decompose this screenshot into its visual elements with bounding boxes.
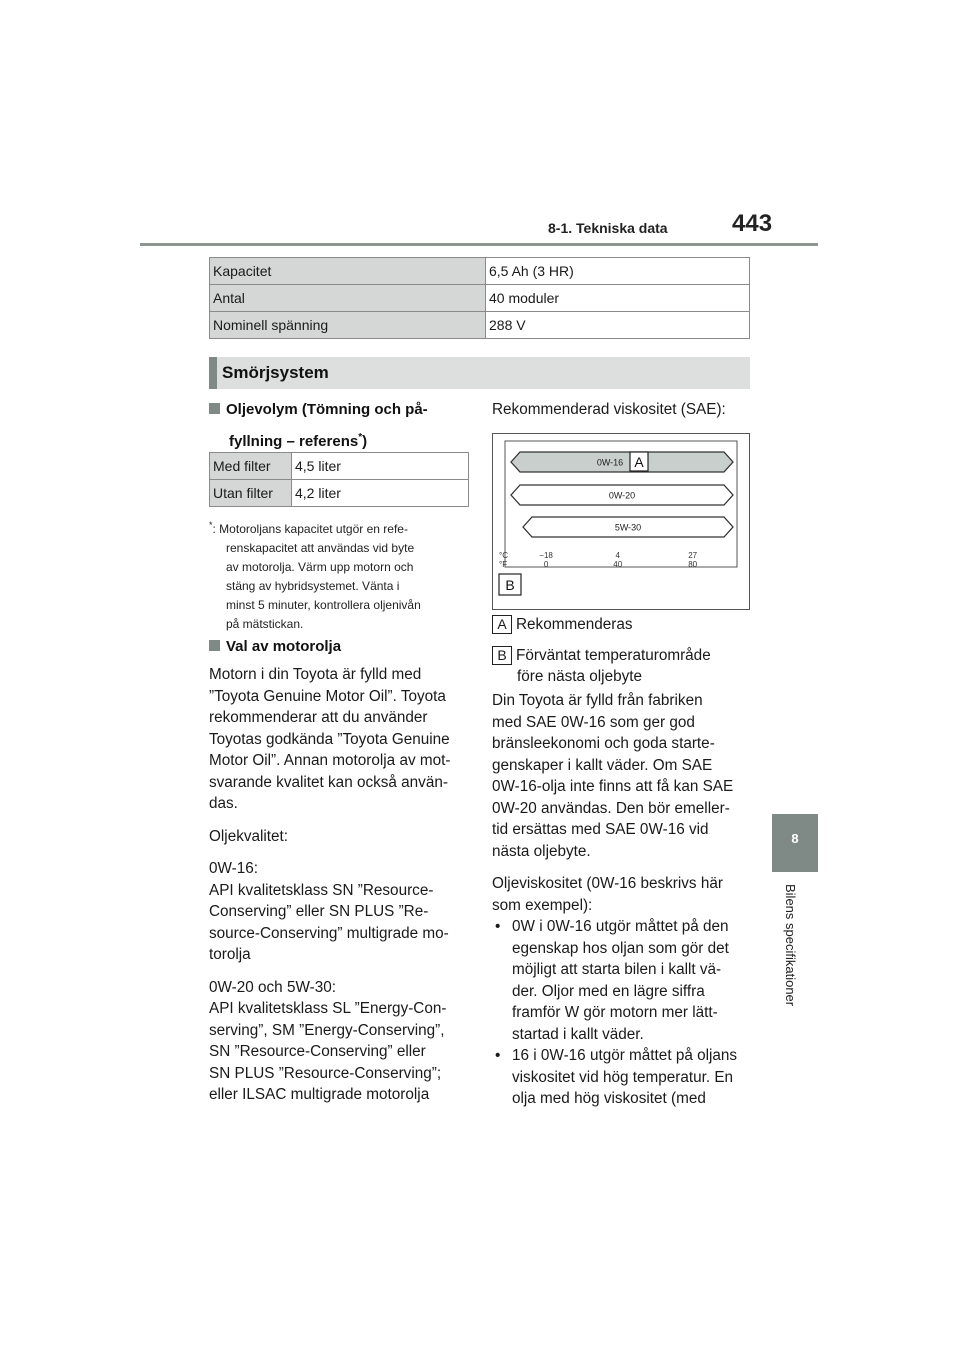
range-label: 5W-30 [614, 522, 642, 533]
grade-block [209, 858, 474, 966]
tick-label-f: 40 [613, 560, 623, 569]
legend-key: B [492, 646, 512, 665]
footnote-line: på mätstickan. [226, 617, 304, 631]
footnote-marker: * [358, 432, 363, 443]
text-line: Motor Oil”. Annan motorolja av mot- [209, 752, 451, 769]
bullet-icon: • [495, 1047, 501, 1064]
legend-item [492, 645, 752, 688]
footnote-line: renskapacitet att användas vid byte [226, 541, 415, 555]
footnote [209, 516, 469, 634]
tick-label-f: 80 [688, 560, 698, 569]
tick-label-c: 4 [615, 551, 620, 560]
text-line: API kvalitetsklass SN ”Resource- [209, 881, 434, 899]
table-row [210, 312, 750, 339]
grade-title: 0W-16: [209, 860, 259, 877]
page-number: 443 [732, 210, 773, 237]
chart-marker-a: A [634, 454, 644, 470]
paragraph [492, 873, 757, 916]
heading-text: ) [362, 433, 368, 450]
text-line: rekommenderar att du använder [209, 709, 428, 726]
text-line: Toyotas godkända ”Toyota Genuine [209, 730, 450, 748]
oil-choice-heading [209, 634, 341, 660]
text-line: bränsleekonomi och goda starte- [492, 735, 715, 752]
table-row [210, 285, 750, 312]
legend-text: före nästa oljebyte [517, 668, 643, 685]
viscosity-text [492, 690, 757, 1110]
text-line: egenskap hos oljan som gör det [512, 939, 729, 957]
chart-marker-b: B [505, 577, 515, 593]
text-line: olja med hög viskositet (med [512, 1090, 706, 1107]
text-line: das. [209, 795, 238, 812]
heading-text: Val av motorolja [226, 638, 342, 655]
text-line: Conserving” eller SN PLUS ”Re- [209, 903, 429, 920]
table-cell-value: 40 moduler [486, 285, 750, 312]
oil-volume-table [209, 452, 469, 507]
section-title: 8-1. Tekniska data [548, 220, 668, 236]
oil-volume-heading [209, 397, 469, 455]
tick-label-c: −18 [539, 551, 553, 560]
text-line: genskaper i kallt väder. Om SAE [492, 756, 713, 774]
heading-text: fyllning – referens [229, 433, 359, 450]
footnote-line: : Motoroljans kapacitet utgör en refe- [212, 522, 408, 536]
text-line: 16 i 0W-16 utgör måttet på oljans [512, 1047, 738, 1064]
viscosity-chart [492, 433, 750, 610]
axis-unit-c: °C [499, 551, 508, 560]
text-line: SN ”Resource-Conserving” eller [209, 1043, 426, 1060]
square-bullet-icon [209, 403, 220, 414]
text-line: eller ILSAC multigrade motorolja [209, 1086, 430, 1103]
footnote-line: av motorolja. Värm upp motorn och [226, 560, 414, 574]
text-line: tid ersättas med SAE 0W-16 vid [492, 821, 709, 838]
grade-title: 0W-20 och 5W-30: [209, 978, 336, 996]
table-cell-label: Kapacitet [210, 258, 486, 285]
text-line: SN PLUS ”Resource-Conserving”; [209, 1064, 442, 1082]
text-line: torolja [209, 946, 251, 963]
text-line: 0W i 0W-16 utgör måttet på den [512, 918, 729, 935]
table-cell-label: Antal [210, 285, 486, 312]
text-line: source-Conserving” multigrade mo- [209, 924, 449, 942]
table-cell-value: 288 V [486, 312, 750, 339]
table-cell-label: Utan filter [210, 480, 292, 507]
table-cell-label: Med filter [210, 453, 292, 480]
bullet-list [492, 916, 757, 1110]
tick-label-c: 27 [688, 551, 698, 560]
table-cell-value: 6,5 Ah (3 HR) [486, 258, 750, 285]
text-line: svarande kvalitet kan också använ- [209, 773, 448, 791]
table-row [210, 258, 750, 285]
table-row [210, 480, 469, 507]
axis-unit-f: °F [499, 560, 508, 569]
table-cell-value: 4,5 liter [292, 453, 469, 480]
battery-spec-table [209, 257, 750, 339]
text-line: Oljeviskositet (0W-16 beskrivs här [492, 875, 723, 892]
text-line: möjligt att starta bilen i kallt vä- [512, 961, 722, 978]
range-label: 0W-16 [596, 457, 624, 468]
text-line: API kvalitetsklass SL ”Energy-Con- [209, 1000, 447, 1017]
text-line: Din Toyota är fylld från fabriken [492, 692, 703, 709]
tick-label-f: 0 [543, 560, 549, 569]
text-line: som exempel): [492, 896, 593, 914]
list-item [492, 1045, 757, 1110]
list-item [492, 916, 757, 1045]
legend-key: A [492, 615, 512, 634]
text-line: serving”, SM ”Energy-Conserving”, [209, 1021, 445, 1039]
table-cell-value: 4,2 liter [292, 480, 469, 507]
legend-item [492, 614, 752, 636]
legend-text: Rekommenderas [516, 616, 633, 633]
footnote-marker: * [209, 520, 213, 530]
section-title-lubrication: Smörjsystem [222, 363, 329, 382]
oil-choice-text [209, 664, 474, 1106]
text-line: 0W-20 användas. Den bör emeller- [492, 799, 730, 817]
viscosity-chart-svg [493, 434, 749, 609]
text-line: 0W-16-olja inte finns att få kan SAE [492, 778, 734, 795]
range-label: 0W-20 [608, 490, 636, 501]
table-row [210, 453, 469, 480]
text-line: ”Toyota Genuine Motor Oil”. Toyota [209, 687, 446, 705]
text-line: nästa oljebyte. [492, 842, 591, 860]
chapter-label: Bilens specifikationer [783, 884, 798, 1007]
text-line: viskositet vid hög temperatur. En [512, 1068, 734, 1086]
bullet-icon: • [495, 918, 501, 935]
table-cell-label: Nominell spänning [210, 312, 486, 339]
footnote-line: minst 5 minuter, kontrollera oljenivån [226, 598, 421, 612]
viscosity-title: Rekommenderad viskositet (SAE): [492, 401, 726, 418]
paragraph [209, 664, 474, 815]
legend-text: Förväntat temperaturområde [516, 646, 711, 664]
chart-legend [492, 614, 752, 688]
chapter-number: 8 [791, 831, 799, 846]
section-band-accent [209, 357, 217, 389]
text-line: Motorn i din Toyota är fylld med [209, 666, 422, 683]
text-line: der. Oljor med en lägre siffra [512, 982, 705, 1000]
text-line: startad i kallt väder. [512, 1025, 644, 1043]
square-bullet-icon [209, 640, 220, 651]
footnote-line: stäng av hybridsystemet. Vänta i [226, 579, 400, 593]
oil-quality-label: Oljekvalitet: [209, 827, 289, 845]
grade-block [209, 977, 474, 1106]
text-line: med SAE 0W-16 som ger god [492, 713, 695, 731]
text-line: framför W gör motorn mer lätt- [512, 1004, 718, 1021]
header-divider [140, 243, 818, 246]
heading-text: Oljevolym (Tömning och på- [226, 401, 428, 418]
paragraph [492, 690, 757, 862]
